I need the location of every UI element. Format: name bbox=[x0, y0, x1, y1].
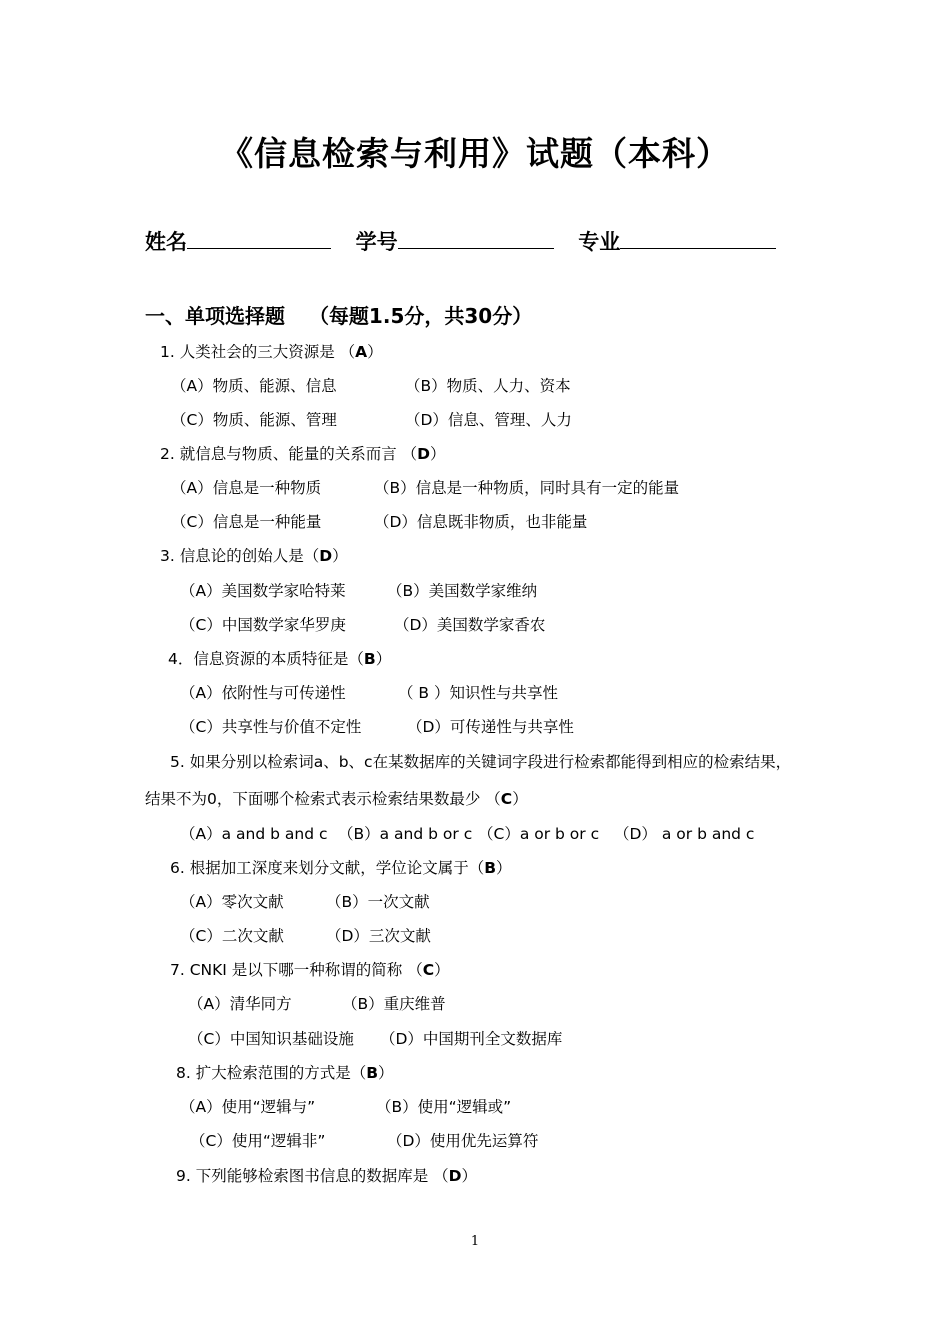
option: （C）共享性与价值不定性 bbox=[180, 718, 362, 736]
option: （A）物质、能源、信息 bbox=[171, 377, 337, 395]
answer-mark: B bbox=[366, 1064, 379, 1082]
name-label: 姓名 bbox=[145, 230, 187, 254]
option: （A）信息是一种物质 bbox=[171, 479, 322, 497]
option: （C）二次文献 bbox=[180, 927, 284, 945]
student-info-row bbox=[145, 226, 776, 256]
question-stem: 4．信息资源的本质特征是（B） bbox=[168, 650, 392, 668]
major-label: 专业 bbox=[578, 230, 621, 254]
option: （C）a or b or c bbox=[478, 825, 600, 843]
option: （D）信息既非物质，也非能量 bbox=[374, 513, 588, 531]
question-stem: 5. 如果分别以检索词a、b、c在某数据库的关键词字段进行检索都能得到相应的检索结果， bbox=[170, 753, 792, 771]
option: （C）中国数学家华罗庚 bbox=[180, 616, 346, 634]
answer-mark: B bbox=[363, 650, 376, 668]
option: （A）a and b and c bbox=[180, 825, 328, 843]
section-heading bbox=[145, 300, 532, 329]
question-stem-continued: 结果不为0，下面哪个检索式表示检索结果数最少 （C） bbox=[145, 790, 528, 808]
option: （A）零次文献 bbox=[180, 893, 284, 911]
id-label: 学号 bbox=[355, 230, 398, 254]
option: （A）依附性与可传递性 bbox=[180, 684, 346, 702]
option: （B）信息是一种物质，同时具有一定的能量 bbox=[374, 479, 680, 497]
answer-mark: D bbox=[319, 547, 333, 565]
answer-mark: B bbox=[484, 859, 497, 877]
section-title: 一、单项选择题 bbox=[145, 304, 285, 328]
option: （D）信息、管理、人力 bbox=[405, 411, 572, 429]
question-stem: 7. CNKI 是以下哪一种称谓的简称 （C） bbox=[170, 961, 450, 979]
option: （B）物质、人力、资本 bbox=[405, 377, 571, 395]
id-blank[interactable] bbox=[398, 226, 554, 249]
name-blank[interactable] bbox=[187, 226, 331, 249]
option: （A）美国数学家哈特莱 bbox=[180, 582, 346, 600]
option: （D） a or b and c bbox=[614, 825, 755, 843]
major-blank[interactable] bbox=[620, 226, 776, 249]
option: （D）中国期刊全文数据库 bbox=[380, 1030, 563, 1048]
option: （B）重庆维普 bbox=[342, 995, 446, 1013]
option: （B）a and b or c bbox=[338, 825, 473, 843]
option: （B）一次文献 bbox=[326, 893, 430, 911]
answer-mark: D bbox=[417, 445, 431, 463]
answer-mark: C bbox=[422, 961, 435, 979]
question-stem: 6. 根据加工深度来划分文献，学位论文属于（B） bbox=[170, 859, 512, 877]
option: （D）三次文献 bbox=[326, 927, 431, 945]
question-stem: 3. 信息论的创始人是（D） bbox=[160, 547, 348, 565]
option: （A）清华同方 bbox=[188, 995, 292, 1013]
option: （A）使用“逻辑与” bbox=[180, 1098, 316, 1116]
answer-mark: D bbox=[448, 1167, 462, 1185]
option: （B）美国数学家维纳 bbox=[387, 582, 538, 600]
option: （C）信息是一种能量 bbox=[171, 513, 322, 531]
option: （D）使用优先运算符 bbox=[387, 1132, 539, 1150]
question-stem: 8. 扩大检索范围的方式是（B） bbox=[176, 1064, 394, 1082]
section-score-note: （每题1.5分，共30分） bbox=[308, 304, 533, 328]
page-title: 《信息检索与利用》试题（本科） bbox=[220, 134, 730, 173]
option: （D）可传递性与共享性 bbox=[407, 718, 574, 736]
option: （C）使用“逻辑非” bbox=[190, 1132, 326, 1150]
question-stem: 1. 人类社会的三大资源是 （A） bbox=[160, 343, 383, 361]
page-number: 1 bbox=[470, 1234, 480, 1249]
question-stem: 9. 下列能够检索图书信息的数据库是 （D） bbox=[176, 1167, 478, 1185]
option: （B）使用“逻辑或” bbox=[376, 1098, 512, 1116]
option: （C）中国知识基础设施 bbox=[188, 1030, 354, 1048]
option: （ B ）知识性与共享性 bbox=[398, 684, 558, 702]
option: （C）物质、能源、管理 bbox=[171, 411, 337, 429]
question-stem: 2. 就信息与物质、能量的关系而言 （D） bbox=[160, 445, 446, 463]
option: （D）美国数学家香农 bbox=[394, 616, 546, 634]
answer-mark: C bbox=[500, 790, 513, 808]
answer-mark: A bbox=[355, 343, 368, 361]
